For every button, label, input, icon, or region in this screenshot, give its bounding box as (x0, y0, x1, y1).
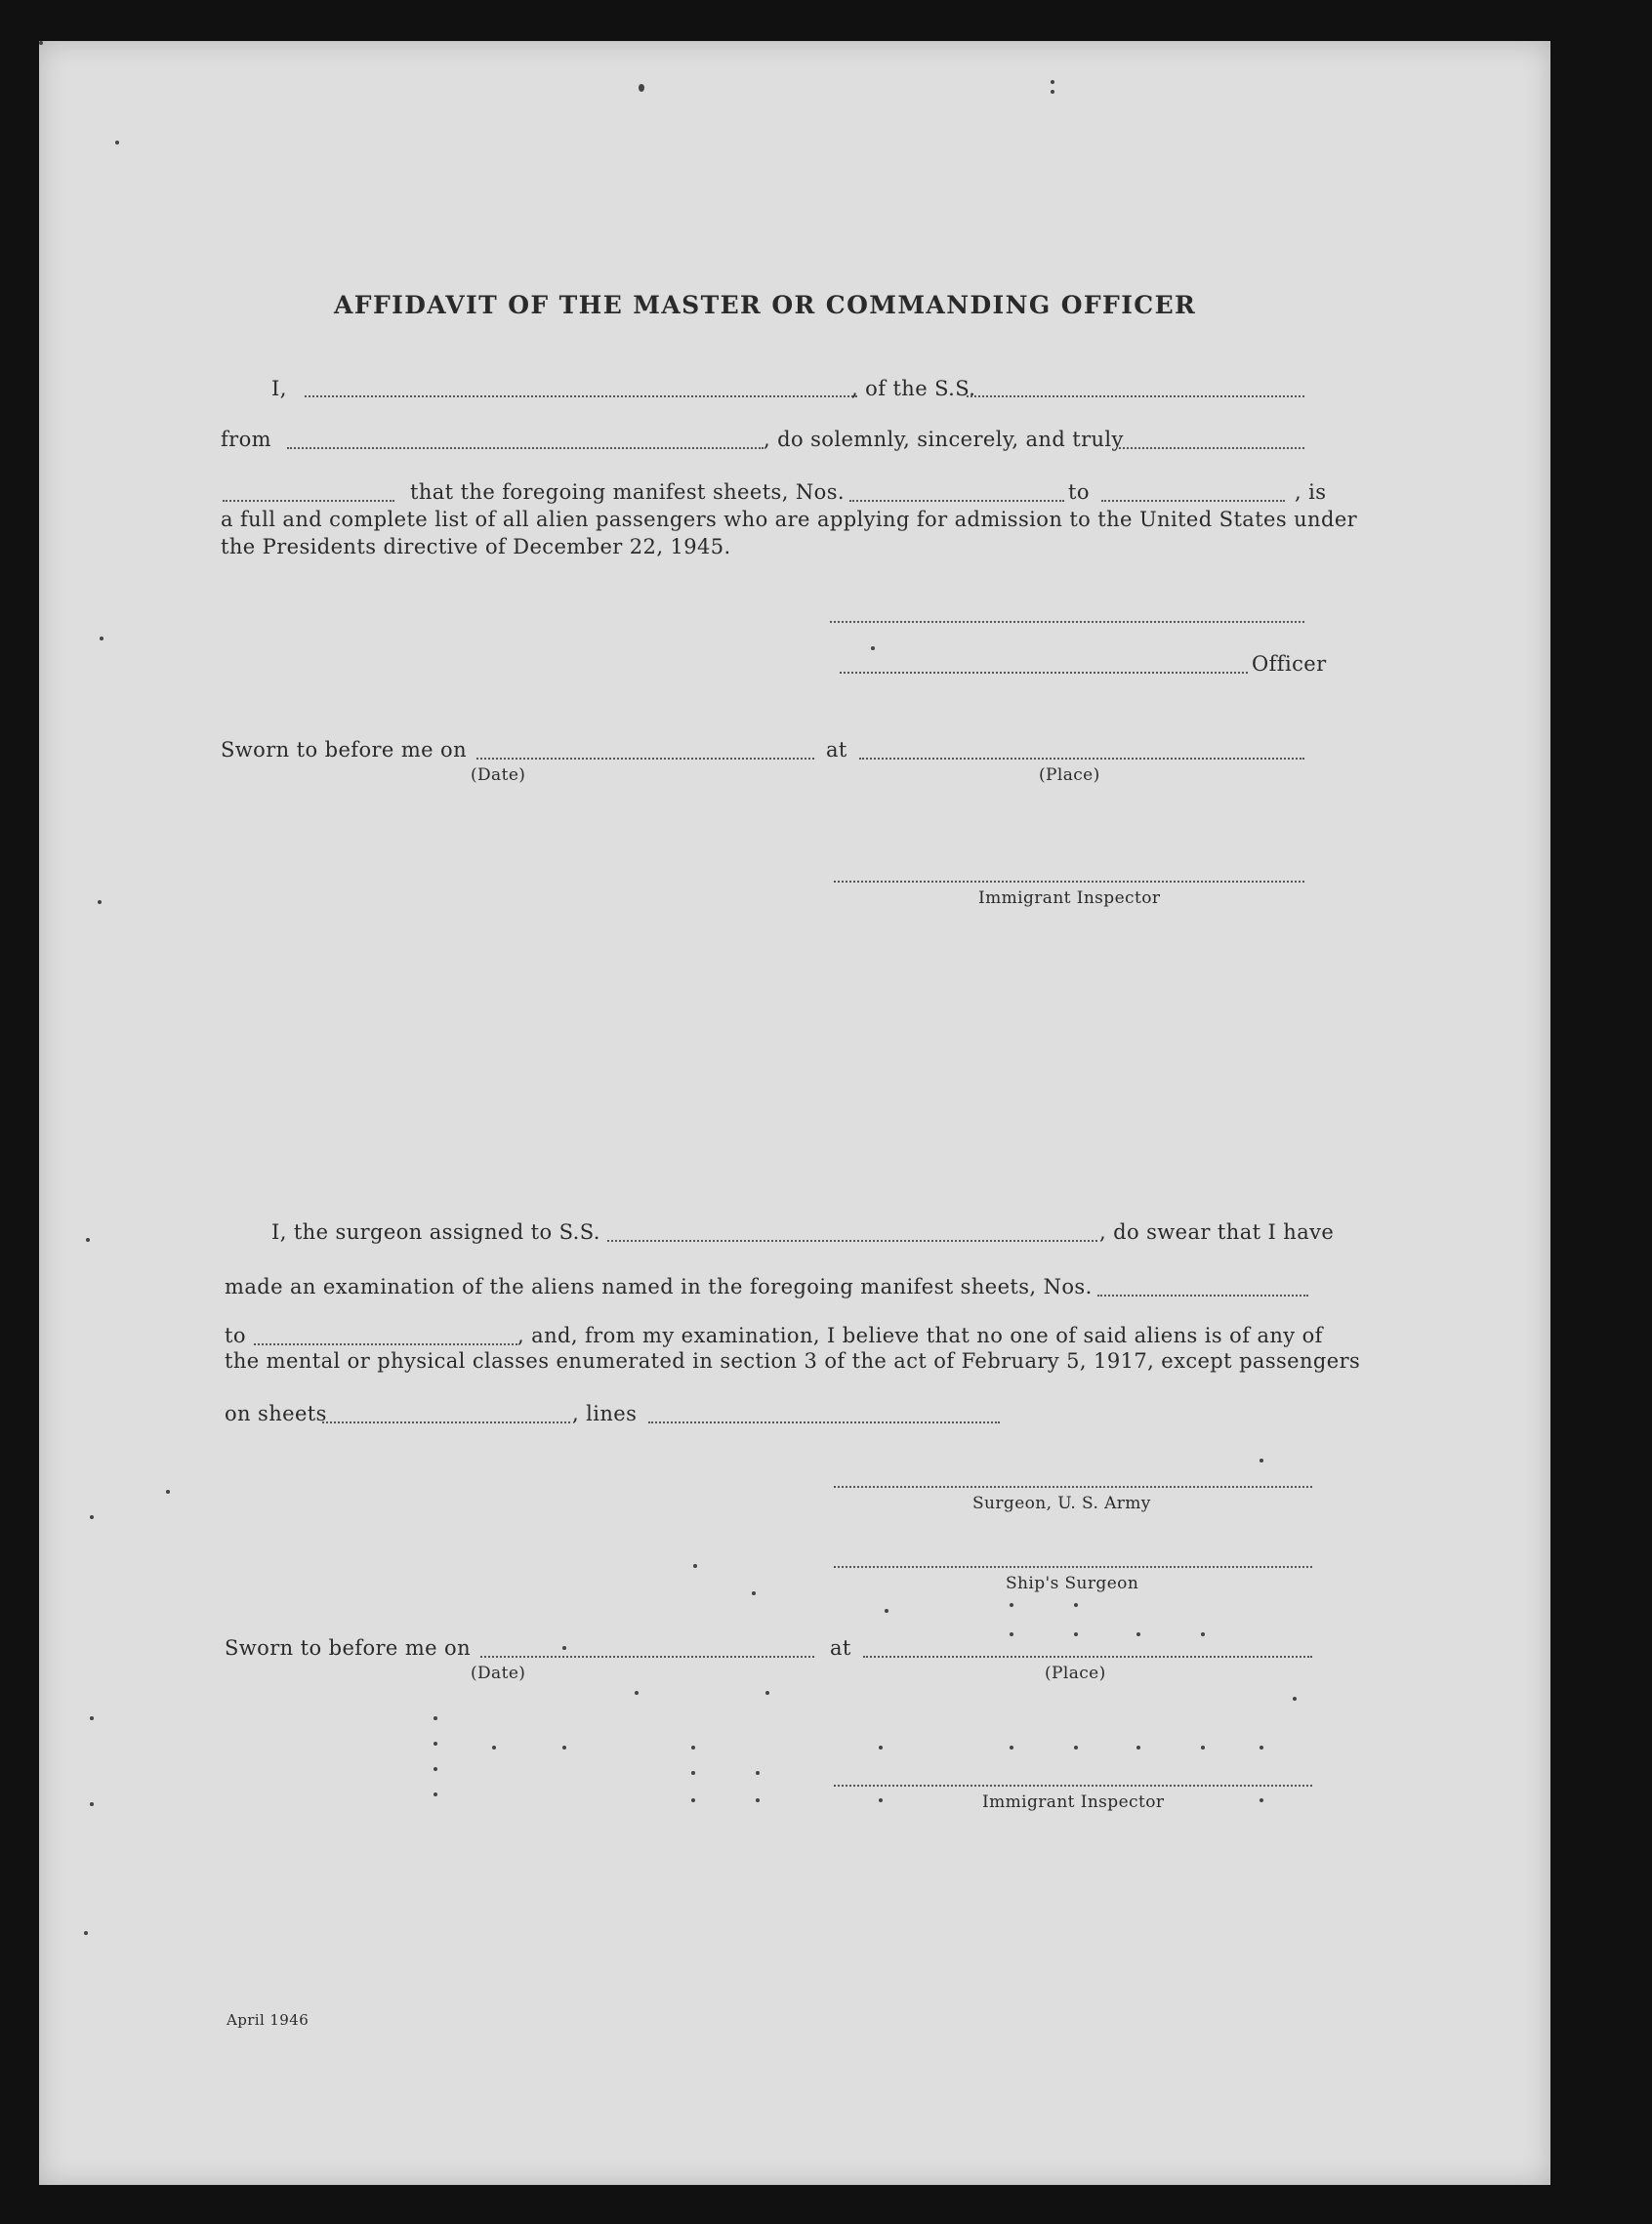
surgeon-sworn-place-field[interactable] (863, 1656, 1312, 1658)
scan-speck (691, 1771, 695, 1775)
army-surgeon-label: Surgeon, U. S. Army (972, 1494, 1151, 1513)
surgeon-line2: made an examination of the aliens named in the foregoing manifest sheets, Nos. (225, 1275, 1093, 1298)
scan-speck (90, 1716, 94, 1720)
scan-speck (1074, 1603, 1078, 1607)
scan-speck (90, 1802, 94, 1806)
surgeon-sworn-label: Sworn to before me on (225, 1636, 472, 1660)
scan-speck (90, 1515, 94, 1519)
scan-speck (885, 1609, 888, 1613)
officer-signature-line-2[interactable] (840, 672, 1248, 674)
surgeon-line5-sheets: on sheets (225, 1402, 327, 1425)
scan-speck (434, 1792, 437, 1796)
scan-speck (879, 1798, 883, 1802)
scan-speck (562, 1646, 566, 1650)
surgeon-date-caption: (Date) (471, 1664, 526, 1683)
scan-speck (1293, 1697, 1297, 1701)
master-place-caption: (Place) (1039, 765, 1100, 785)
surgeon-line3-to: to (225, 1324, 246, 1347)
surgeon-sheets-field[interactable] (322, 1421, 570, 1423)
scan-speck (1051, 80, 1054, 84)
master-date-caption: (Date) (471, 765, 526, 785)
master-sworn-at: at (826, 738, 847, 762)
scan-speck (1260, 1459, 1263, 1462)
scan-speck (756, 1771, 760, 1775)
master-sworn-place-field[interactable] (859, 758, 1304, 760)
surgeon-line5-lines: , lines (572, 1402, 638, 1425)
affidavit-title: AFFIDAVIT OF THE MASTER OR COMMANDING OFFICER (334, 291, 1197, 319)
scan-speck (115, 141, 119, 144)
scan-speck (434, 1716, 437, 1720)
surgeon-line3-text: , and, from my examination, I believe that no one of said aliens is of any of (517, 1324, 1323, 1347)
master-line3-to: to (1068, 480, 1090, 504)
scan-speck (1136, 1632, 1140, 1636)
master-sworn-label: Sworn to before me on (221, 738, 468, 762)
scan-speck (1201, 1746, 1205, 1750)
scan-speck (639, 84, 644, 92)
surgeon-sworn-at: at (830, 1636, 851, 1660)
scan-speck (1010, 1603, 1013, 1607)
surgeon-lines-field[interactable] (648, 1421, 1000, 1423)
scan-speck (635, 1691, 639, 1695)
scan-speck (562, 1746, 566, 1750)
scan-speck (86, 1238, 90, 1242)
scan-speck (434, 1767, 437, 1771)
form-date-footer: April 1946 (227, 2011, 310, 2029)
army-surgeon-signature-line[interactable] (834, 1486, 1312, 1488)
scan-speck (693, 1564, 697, 1568)
scan-speck (1074, 1632, 1078, 1636)
scan-speck (691, 1798, 695, 1802)
scan-speck (691, 1746, 695, 1750)
oath-type-field-cont[interactable] (223, 500, 394, 502)
manifest-from-field[interactable] (849, 500, 1064, 502)
scan-speck (1010, 1632, 1013, 1636)
scan-speck (1010, 1746, 1013, 1750)
surgeon-inspector-label: Immigrant Inspector (982, 1792, 1165, 1812)
scan-speck (765, 1691, 769, 1695)
scan-speck (1051, 90, 1054, 94)
surgeon-manifest-from-field[interactable] (1097, 1295, 1308, 1297)
surgeon-inspector-signature-line[interactable] (834, 1785, 1312, 1787)
scan-speck (100, 637, 103, 640)
master-line2-solemnly: , do solemnly, sincerely, and truly (764, 428, 1124, 451)
scan-speck (879, 1746, 883, 1750)
master-line3-is: , is (1295, 480, 1327, 504)
scan-speck (1074, 1746, 1078, 1750)
master-inspector-signature-line[interactable] (834, 881, 1304, 883)
master-line5: the Presidents directive of December 22, 1945. (221, 535, 731, 558)
scan-speck (98, 900, 102, 904)
scan-speck (492, 1746, 496, 1750)
scan-speck (84, 1931, 88, 1935)
scan-speck (1201, 1632, 1205, 1636)
manifest-to-field[interactable] (1101, 500, 1285, 502)
scan-speck (756, 1798, 760, 1802)
surgeon-place-caption: (Place) (1045, 1664, 1106, 1683)
master-sworn-date-field[interactable] (476, 758, 814, 760)
scan-speck (871, 646, 875, 650)
document-page (39, 41, 1550, 2185)
oath-type-field[interactable] (1119, 447, 1304, 449)
officer-label: Officer (1252, 652, 1327, 676)
master-line2-from: from (221, 428, 271, 451)
master-line3-manifest: that the foregoing manifest sheets, Nos. (410, 480, 845, 504)
surgeon-line4: the mental or physical classes enumerated in section 3 of the act of February 5, 1917, except passengers (225, 1349, 1361, 1373)
scan-speck (1260, 1798, 1263, 1802)
ships-surgeon-label: Ship's Surgeon (1006, 1574, 1139, 1593)
scan-speck (39, 41, 43, 45)
master-line4: a full and complete list of all alien passengers who are applying for admission to the United States under (221, 508, 1358, 531)
master-line1-i: I, (271, 377, 287, 400)
departure-port-field[interactable] (287, 447, 764, 449)
scan-speck (1260, 1746, 1263, 1750)
scan-speck (752, 1591, 756, 1595)
master-name-field[interactable] (305, 395, 857, 397)
officer-signature-line-1[interactable] (830, 621, 1304, 623)
surgeon-manifest-to-field[interactable] (254, 1343, 517, 1345)
surgeon-ship-field[interactable] (607, 1240, 1097, 1242)
master-line1-ss: , of the S.S. (851, 377, 976, 400)
scan-speck (166, 1490, 170, 1494)
ship-name-field[interactable] (967, 395, 1304, 397)
surgeon-line1-b: , do swear that I have (1099, 1220, 1335, 1244)
surgeon-sworn-date-field[interactable] (480, 1656, 814, 1658)
master-inspector-label: Immigrant Inspector (978, 888, 1161, 908)
surgeon-line1-a: I, the surgeon assigned to S.S. (271, 1220, 600, 1244)
ships-surgeon-signature-line[interactable] (834, 1566, 1312, 1568)
scan-speck (434, 1742, 437, 1746)
scan-speck (1136, 1746, 1140, 1750)
